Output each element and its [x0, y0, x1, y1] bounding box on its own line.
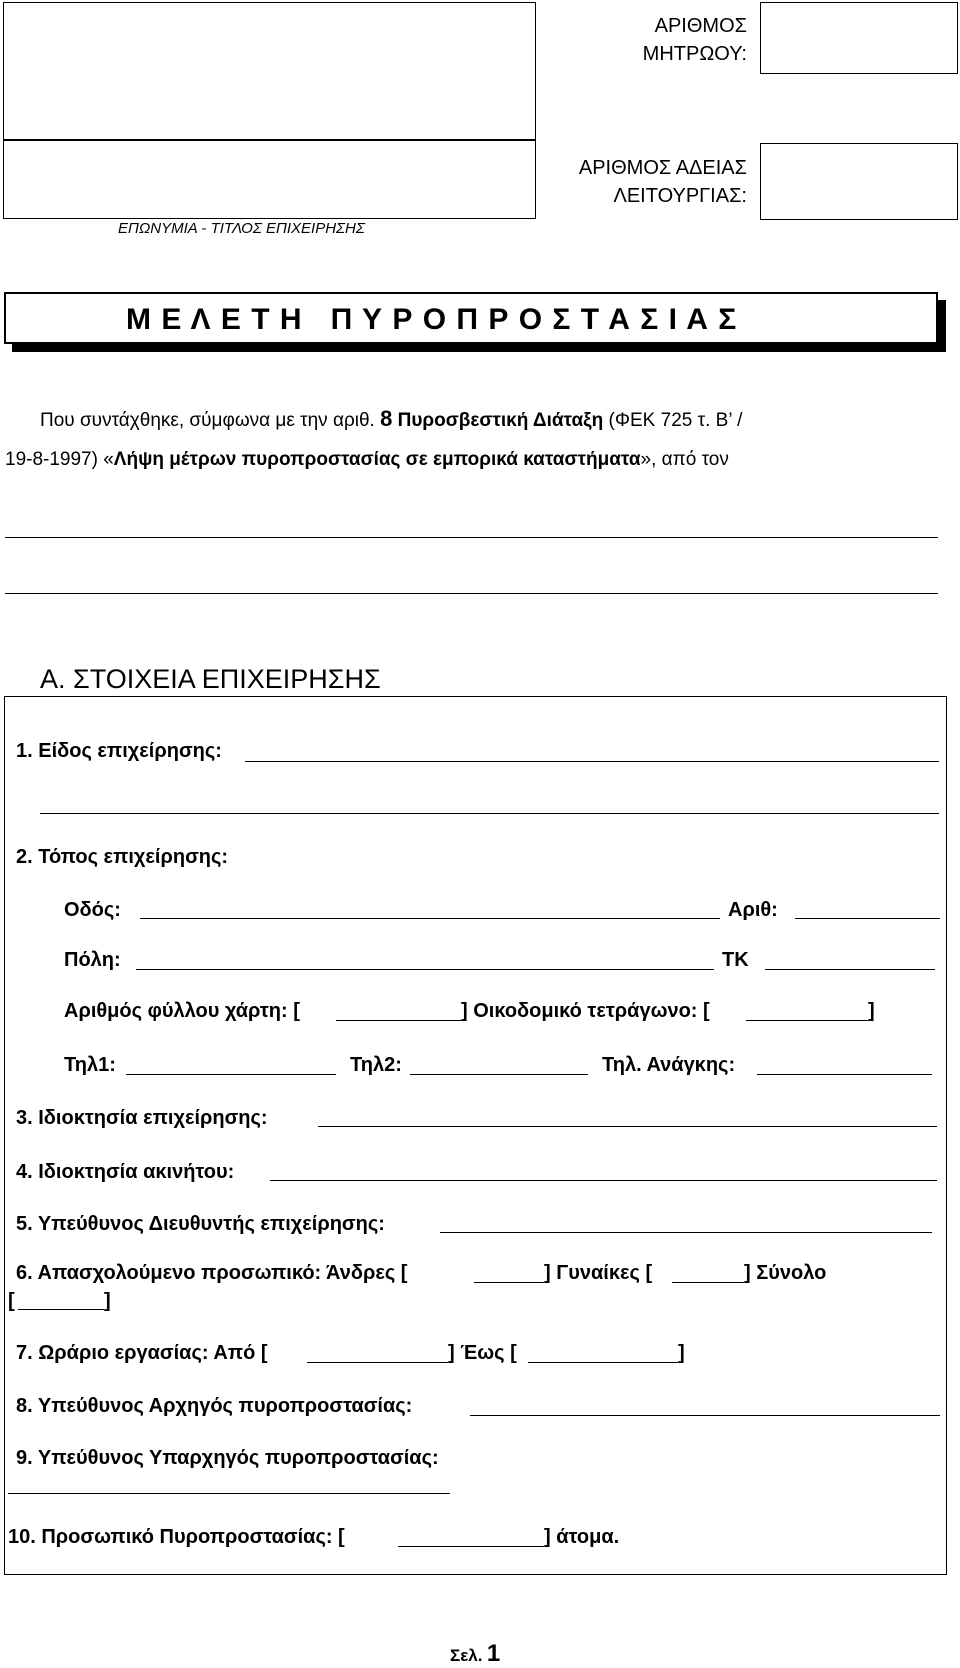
field-business-type-input-2[interactable]	[40, 813, 939, 814]
hours-close: ]	[678, 1342, 685, 1364]
staff-total-close: ]	[104, 1290, 111, 1312]
staff-women-input[interactable]	[672, 1282, 744, 1283]
block-close: ]	[868, 1000, 875, 1022]
title-banner	[4, 292, 938, 344]
tel1-input[interactable]	[126, 1074, 336, 1075]
registry-number-field[interactable]	[760, 2, 958, 74]
staff-men-input[interactable]	[474, 1282, 544, 1283]
property-ownership-input[interactable]	[270, 1180, 937, 1181]
number-input[interactable]	[795, 918, 940, 919]
postal-code-input[interactable]	[765, 969, 935, 970]
business-name-box-bottom[interactable]	[3, 139, 536, 219]
tel2-input[interactable]	[410, 1074, 588, 1075]
city-label: Πόλη:	[64, 949, 121, 971]
hours-to-input[interactable]	[528, 1362, 678, 1363]
business-data-frame	[4, 696, 947, 1575]
hours-to-label: ] Έως [	[448, 1342, 517, 1364]
tel1-label: Τηλ1:	[64, 1054, 116, 1076]
tel-emergency-label: Τηλ. Ανάγκης:	[602, 1054, 736, 1076]
staff-label: 6. Απασχολούμενο προσωπικό: Άνδρες [	[16, 1262, 408, 1284]
staff-total-open: [	[8, 1290, 15, 1312]
city-input[interactable]	[136, 969, 714, 970]
property-ownership-label: 4. Ιδιοκτησία ακινήτου:	[16, 1161, 235, 1183]
author-line-1[interactable]	[5, 537, 938, 538]
number-label: Αριθ:	[728, 899, 778, 921]
tel2-label: Τηλ2:	[350, 1054, 402, 1076]
business-ownership-label: 3. Ιδιοκτησία επιχείρησης:	[16, 1107, 268, 1129]
staff-women-label: ] Γυναίκες [	[544, 1262, 653, 1284]
manager-label: 5. Υπεύθυνος Διευθυντής επιχείρησης:	[16, 1213, 385, 1235]
fire-chief-label: 8. Υπεύθυνος Αρχηγός πυροπροστασίας:	[16, 1395, 413, 1417]
postal-code-label: ΤΚ	[722, 949, 749, 971]
business-ownership-input[interactable]	[318, 1126, 937, 1127]
license-number-field[interactable]	[760, 143, 958, 220]
fire-staff-input[interactable]	[398, 1546, 544, 1547]
page-number: Σελ. 1	[450, 1640, 501, 1667]
manager-input[interactable]	[440, 1232, 932, 1233]
staff-total-input[interactable]	[18, 1309, 104, 1310]
staff-total-label: ] Σύνολο	[744, 1262, 827, 1284]
field-business-type-input[interactable]	[245, 761, 939, 762]
hours-label: 7. Ωράριο εργασίας: Από [	[16, 1342, 268, 1364]
fire-deputy-label: 9. Υπεύθυνος Υπαρχηγός πυροπροστασίας:	[16, 1447, 439, 1469]
business-name-label: ΕΠΩΝΥΜΙΑ - ΤΙΤΛΟΣ ΕΠΙΧΕΙΡΗΣΗΣ	[118, 220, 365, 237]
business-name-box-top[interactable]	[3, 2, 536, 141]
registry-number-label: ΑΡΙΘΜΟΣ ΜΗΤΡΩΟΥ:	[642, 15, 747, 65]
hours-from-input[interactable]	[307, 1362, 448, 1363]
block-label: ] Οικοδομικό τετράγωνο: [	[461, 1000, 710, 1022]
block-input[interactable]	[746, 1020, 868, 1021]
fire-staff-label: 10. Προσωπικό Πυροπροστασίας: [	[8, 1526, 345, 1548]
license-number-label: ΑΡΙΘΜΟΣ ΑΔΕΙΑΣ ΛΕΙΤΟΥΡΓΙΑΣ:	[578, 157, 747, 207]
author-line-2[interactable]	[5, 593, 938, 594]
field-business-type-label: 1. Είδος επιχείρησης:	[16, 740, 222, 762]
section-title: Α. ΣΤΟΙΧΕΙΑ ΕΠΙΧΕΙΡΗΣΗΣ	[40, 664, 381, 694]
street-label: Οδός:	[64, 899, 121, 921]
document-title: Μ Ε Λ Ε Τ Η Π Υ Ρ Ο Π Ρ Ο Σ Τ Α Σ Ι Α Σ	[126, 303, 738, 336]
intro-line-1: Που συντάχθηκε, σύμφωνα με την αριθ. 8 Πυροσβεστική Διάταξη (ΦΕΚ 725 τ. Β’ /	[40, 406, 743, 431]
intro-line-2: 19-8-1997) «Λήψη μέτρων πυροπροστασίας σε εμπορικά καταστήματα», από τον	[5, 449, 729, 470]
fire-deputy-input[interactable]	[8, 1493, 450, 1494]
map-sheet-label: Αριθμός φύλλου χάρτη: [	[64, 1000, 300, 1022]
tel-emergency-input[interactable]	[757, 1074, 932, 1075]
street-input[interactable]	[140, 918, 720, 919]
map-sheet-input[interactable]	[336, 1020, 461, 1021]
field-location-label: 2. Τόπος επιχείρησης:	[16, 846, 229, 868]
fire-chief-input[interactable]	[470, 1415, 940, 1416]
fire-staff-unit: ] άτομα.	[544, 1526, 620, 1548]
